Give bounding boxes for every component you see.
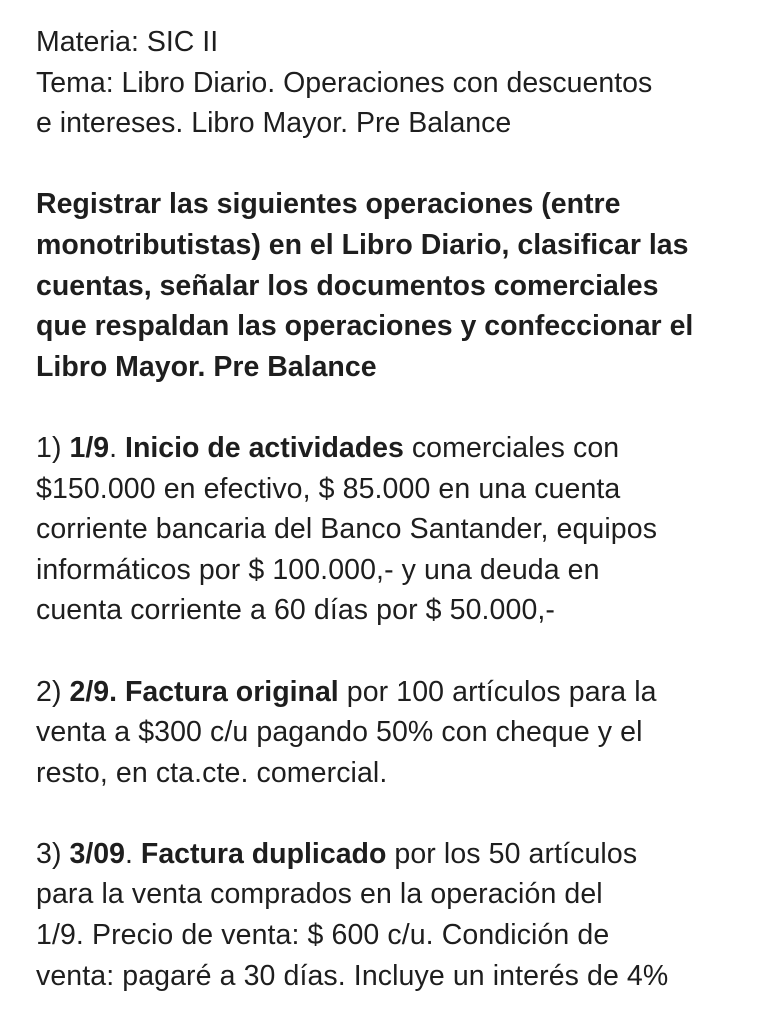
instructions-line: Libro Mayor. Pre Balance	[36, 350, 377, 383]
operation-line: resto, en cta.cte. comercial.	[36, 756, 388, 789]
operation-line: $150.000 en efectivo, $ 85.000 en una cuenta	[36, 472, 621, 505]
operation-line: 1/9. Precio de venta: $ 600 c/u. Condición de	[36, 919, 610, 952]
operation-text: por 100 artículos para la	[338, 675, 657, 708]
operation-date: 2/9	[69, 675, 110, 708]
operation-line: informáticos por $ 100.000,- y una deuda en	[36, 553, 600, 586]
instructions-line: cuentas, señalar los documentos comerciales	[36, 269, 659, 302]
topic-line-2: e intereses. Libro Mayor. Pre Balance	[36, 107, 512, 140]
operation-line: para la venta comprados en la operación del	[36, 878, 603, 911]
topic-line-1: Tema: Libro Diario. Operaciones con descuentos	[36, 66, 653, 99]
header-block	[36, 22, 736, 144]
instructions-line: que respaldan las operaciones y confeccionar el	[36, 310, 694, 343]
instructions-line: Registrar las siguientes operaciones (entre	[36, 188, 621, 221]
operation-line: corriente bancaria del Banco Santander, equipos	[36, 513, 658, 546]
spacer	[36, 387, 736, 428]
instructions-block	[36, 184, 736, 387]
operation-date-separator: .	[109, 431, 118, 464]
operation-date-separator: .	[124, 837, 133, 870]
instructions-line: monotributistas) en el Libro Diario, clasificar las	[36, 228, 689, 261]
operation-first-line	[36, 834, 736, 875]
operation-number: 1)	[36, 431, 62, 464]
operation-title: Inicio de actividades	[125, 431, 404, 464]
spacer	[36, 144, 736, 185]
subject-line: Materia: SIC II	[36, 26, 219, 58]
operation-date: 3/09	[69, 837, 125, 870]
operation-1	[36, 428, 736, 631]
operation-3	[36, 834, 736, 996]
operation-first-line	[36, 428, 736, 469]
operation-title: Factura duplicado	[140, 837, 387, 870]
operation-line: venta a $300 c/u pagando 50% con cheque y el	[36, 716, 643, 749]
spacer	[36, 631, 736, 672]
operation-date: 1/9	[69, 431, 110, 464]
operation-number: 2)	[36, 675, 62, 708]
operation-date-separator: .	[109, 675, 118, 708]
operation-line: cuenta corriente a 60 días por $ 50.000,-	[36, 594, 556, 627]
operation-first-line	[36, 672, 736, 713]
operation-title: Factura original	[124, 675, 339, 708]
operation-line: venta: pagaré a 30 días. Incluye un interés de 4%	[36, 959, 669, 992]
operation-number: 3)	[36, 837, 62, 870]
operation-text: comerciales con	[403, 431, 620, 464]
spacer	[36, 793, 736, 834]
document-page	[36, 22, 736, 996]
operation-2	[36, 672, 736, 794]
operation-text: por los 50 artículos	[386, 837, 638, 870]
